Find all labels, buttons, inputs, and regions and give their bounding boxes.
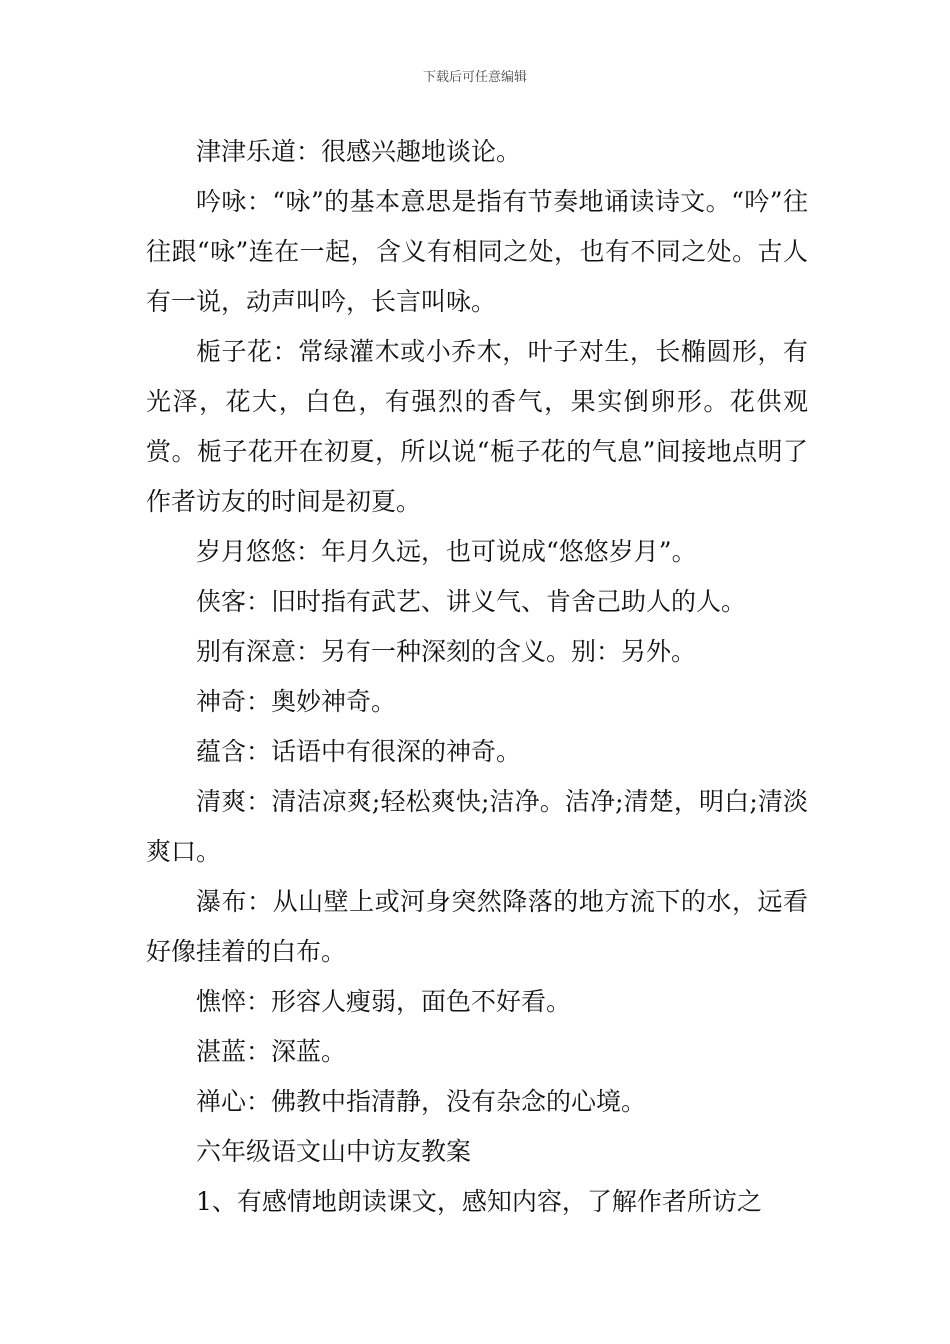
paragraph-shenqi: 神奇：奥妙神奇。 <box>196 687 397 716</box>
page-header: 下载后可任意编辑 <box>422 70 527 85</box>
paragraph-suiyue-youyou: 岁月悠悠：年月久远，也可说成“悠悠岁月”。 <box>196 537 697 566</box>
section-title-lesson-plan: 六年级语文山中访友教案 <box>196 1137 472 1166</box>
paragraph-qiaocui: 憔悴：形容人瘦弱，面色不好看。 <box>196 987 572 1016</box>
paragraph-pubu: 瀑布：从山壁上或河身突然降落的地方流下的水，远看好像挂着的白布。 <box>146 887 808 966</box>
paragraph-yunhan: 蕴含：话语中有很深的神奇。 <box>196 737 522 766</box>
paragraph-objective-1: 1、有感情地朗读课文，感知内容，了解作者所访之 <box>196 1187 762 1216</box>
paragraph-zhizihua: 栀子花：常绿灌木或小乔木，叶子对生，长椭圆形，有光泽，花大，白色，有强烈的香气，果实倒卵形。花供观赏。栀子花开在初夏，所以说“栀子花的气息”间接地点明了作者访友的时间是初夏。 <box>146 337 808 516</box>
paragraph-jinjin-ledao: 津津乐道：很感兴趣地谈论。 <box>196 137 522 166</box>
paragraph-yinyong: 吟咏：“咏”的基本意思是指有节奏地诵读诗文。“吟”往往跟“咏”连在一起，含义有相同之处，也有不同之处。古人有一说，动声叫吟，长言叫咏。 <box>146 187 808 316</box>
paragraph-xiake: 侠客：旧时指有武艺、讲义气、肯舍己助人的人。 <box>196 587 747 616</box>
document-body <box>146 127 808 1227</box>
paragraph-bieyou-shenyi: 别有深意：另有一种深刻的含义。别：另外。 <box>196 637 697 666</box>
paragraph-qingshuang: 清爽：清洁凉爽;轻松爽快;洁净。洁净;清楚，明白;清淡爽口。 <box>146 787 808 866</box>
paragraph-zhanlan: 湛蓝：深蓝。 <box>196 1037 347 1066</box>
paragraph-chanxin: 禅心：佛教中指清静，没有杂念的心境。 <box>196 1087 647 1116</box>
